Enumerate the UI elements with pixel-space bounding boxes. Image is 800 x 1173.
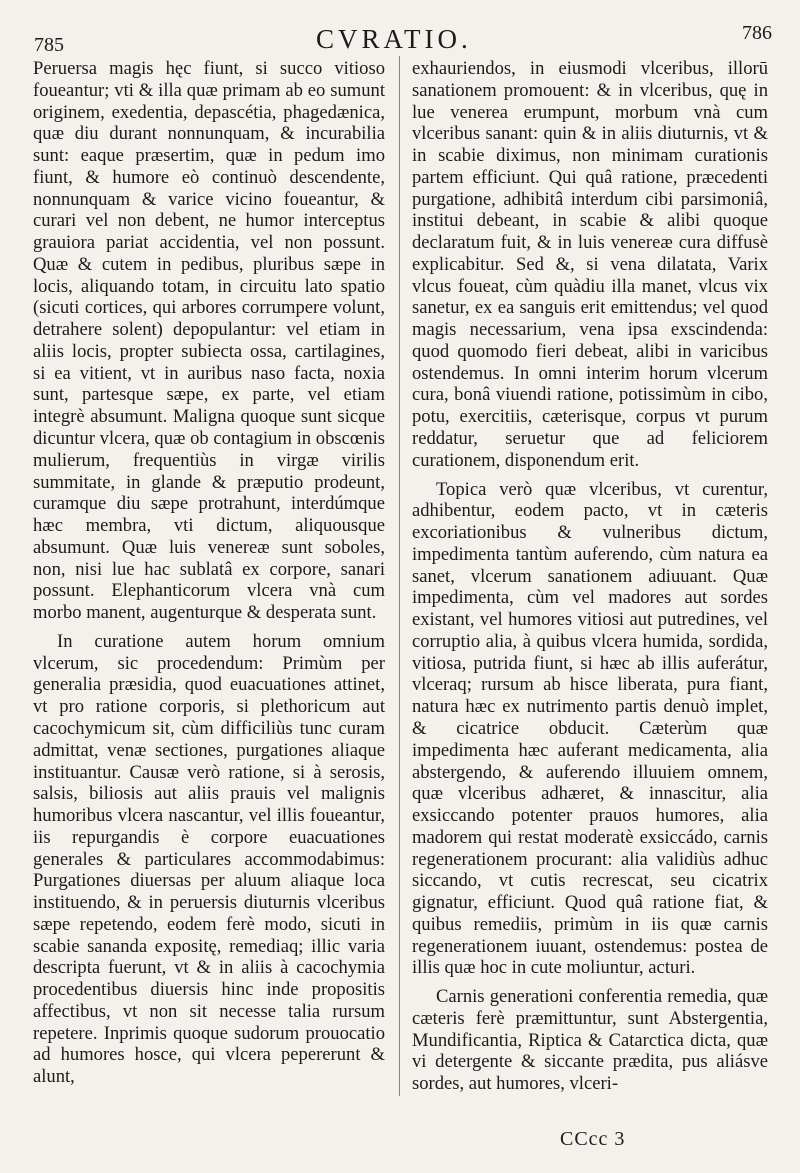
paragraph: Peruersa magis hęc fiunt, si succo vitioso foueantur; vti & illa quæ primam ab eo sumunt originem, exedentia, depascétia, phagedænica, quæ diu durant nonnunquam, & incurabilia sunt: eaque præsertim, quæ in pedum imo fiunt, & humore eò continuò descendente, nonnunquam & varice vicino foueantur, & curari vel non debent, ne humor interceptus grauiora pariat accidentia, vel non possunt. Quæ & cutem in pedibus, pluribus sæpe in locis, aliquando totam, in circuitu lato spatio (sicuti cortices, qui arbores corrumpere volunt, detrahere solent) depopulantur: vel etiam in aliis locis, propter subiecta ossa, cartilagines, si ea vitient, vt in auribus naso facta, noxia sunt, partesque sæpe, ex parte, vel etiam integrè absumunt. Maligna quoque sunt sicque dicuntur vlcera, quæ ob contagium in obscœnis mulierum, frequentiùs in virgæ virilis summitate, in glande & præputio prodeunt, curamque diu sæpe protrahunt, interdúmque hæc membra, vti dictum, aliquousque absumunt. Quæ luis venereæ sunt soboles, non, nisi lue hac sublatâ ex corpore, sanari possunt. Elephanticorum vlcera vnà cum morbo manent, augenturque & desperata sunt.	[33, 58, 385, 624]
column-divider	[399, 56, 400, 1096]
signature-mark: CCcc 3	[560, 1128, 626, 1150]
page-number-left: 785	[34, 34, 64, 56]
paragraph: exhauriendos, in eiusmodi vlceribus, illorū sanationem promouent: & in vlceribus, quę in lue venerea erumpunt, morbum vnà cum vlceribus sanant: quin & in aliis diuturnis, vt & in scabie diximus, non minimam curationis partem efficiunt. Qui quâ ratione, præcedenti purgatione, adhibitâ interdum cibi parsimoniâ, institui debeant, in scabie & alibi quoque declaratum fuit, & in luis venereæ cura diffusè explicabitur. Sed &, si vena dilatata, Varix vlcus foueat, cùm quàdiu illa manet, vlcus vix sanetur, ex ea sanguis erit emittendus; vel quod magis necessarium, vena ipsa exscindenda: quod quomodo fieri debeat, alibi in varicibus ostendemus. In omni interim horum vlcerum cura, bonâ viuendi ratione, potissimùm in cibo, potu, exercitiis, cæterisque, corpus vt purum reddatur, seruetur que ad feliciorem curationem, disponendum erit.	[412, 58, 768, 471]
paragraph: In curatione autem horum omnium vlcerum, sic procedendum: Primùm per generalia præsidia, quod euacuationes attinet, vt pro ratione corporis, si plethoricum aut cacochymicum sit, cùm difficiliùs tunc curam admittat, venæ sectiones, purgationes aliaque instituantur. Causæ verò ratione, si à serosis, salsis, biliosis aut aliis prauis vel malignis humoribus vlcera nascantur, vel illis foueantur, iis repurgandis è corpore euacuationes generales & particulares accommodabimus: Purgationes diuersas per aluum aliaque loca instituendo, & in peruersis diuturnis vlceribus sæpe repetendo, eodem ferè modo, sicuti in scabie sananda expositę, remediaq; illic varia descripta fuerunt, vt & in aliis à cacochymia procedentibus diuersis hinc inde propositis affectibus, vt non sit necesse talia rursum repetere. Inprimis quoque sudorum prouocatio ad humores hosce, qui vlcera pepererunt & alunt,	[33, 630, 385, 1088]
page-number-right: 786	[742, 22, 772, 44]
paragraph: Topica verò quæ vlceribus, vt curentur, adhibentur, eodem pacto, vt in cæteris excoriationibus & vulneribus dictum, impedimenta tantùm auferendo, cùm natura ea sanet, vlcerum sanationem adiuuant. Quæ impedimenta, cùm vel madores aut sordes existant, vel humores vitiosi aut putredines, vel corruptio alia, à quibus vlcera humida, sordida, vitiosa, putrida fiunt, si hæc ab illis auferátur, vlceraq; rursum ab hisce liberata, pura fiant, natura hæc ex nutrimento partis denuò implet, & cicatrice obducit. Cæterùm quæ impedimenta hæc auferant medicamenta, alia abstergendo, & auferendo illuuiem omnem, quæ vlceribus adhæret, & innascitur, alia exsiccando potenter prauos humores, alia madorem qui restat moderatè exsiccádo, carnis regenerationem procurant: alia validiùs adhuc siccando, vt cutis recrescat, seu cicatrix gignatur, efficiunt. Quod quâ ratione fiat, & quibus remediis, primùm in iis quæ carnis regenerationem iuuant, ostendemus: postea de illis quæ hoc in cute moliuntur, acturi.	[412, 478, 768, 979]
running-title: CVRATIO.	[316, 24, 472, 54]
paragraph: Carnis generationi conferentia remedia, quæ cæteris ferè præmittuntur, sunt Abstergentia, Mundificantia, Riptica & Catarctica dicta, quæ vi detergente & siccante prædita, pus aliásve sordes, aut humores, vlceri-	[412, 986, 768, 1095]
page-header	[22, 20, 778, 54]
right-column	[412, 58, 768, 1095]
left-column	[33, 58, 385, 1088]
